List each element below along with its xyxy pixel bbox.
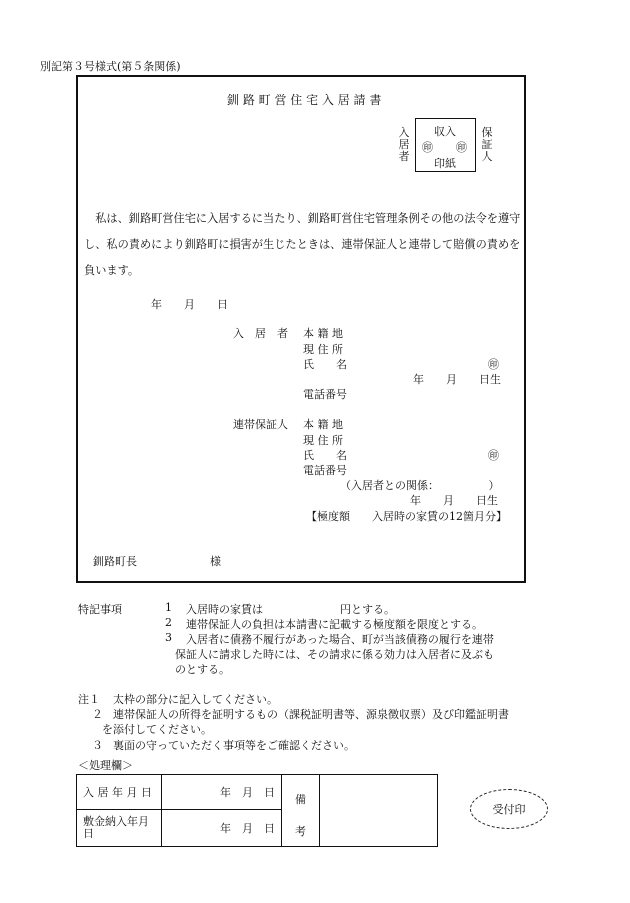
date-line: 年 月 日 [151, 298, 228, 311]
guarantor-seal: ㊞ [488, 449, 499, 462]
move-in-date-label: 入 居 年 月 日 [77, 775, 162, 810]
addressee-honorific: 様 [210, 555, 221, 568]
note-2: 連帯保証人の所得を証明するもの（課税証明書等、源泉徴収票）及び印鑑証明書 [113, 708, 509, 721]
guarantor-label: 連帯保証人 [233, 418, 288, 431]
remarks-label-cell [282, 775, 320, 847]
receipt-stamp: 受付印 [470, 789, 548, 829]
tenant-birthdate-field[interactable]: 年 月 日生 [413, 373, 501, 386]
revenue-stamp-box[interactable] [415, 118, 476, 172]
remarks-field[interactable] [320, 775, 438, 847]
note-3-num: ３ [92, 739, 103, 752]
note-2-num: ２ [92, 708, 103, 721]
note-2-cont: を添付してください。 [102, 723, 212, 736]
note-1: 太枠の部分に記入してください。 [113, 693, 278, 706]
special-item-3-cont2: のとする。 [175, 663, 230, 676]
remarks-label-top: 備 [295, 793, 306, 806]
tenant-label: 入 居 者 [233, 327, 288, 340]
guarantor-domicile-field[interactable]: 本 籍 地 [303, 418, 343, 431]
special-item-2: 連帯保証人の負担は本請書に記載する極度額を限度とする。 [186, 618, 483, 631]
pledge-text: 私は、釧路町営住宅に入居するに当たり、釧路町営住宅管理条例その他の法令を遵守し、私の責めにより釧路町に損害が生じたときは、連帯保証人と連帯して賠償の責めを負います。 [84, 212, 521, 277]
special-notes-label: 特記事項 [78, 603, 122, 616]
remarks-label-bottom: 考 [295, 825, 306, 838]
seal-mark-left: ㊞ [422, 141, 433, 154]
tenant-name-field[interactable]: 氏 名 [303, 358, 347, 371]
guarantor-vertical-label: 保証人 [481, 126, 493, 163]
guarantee-limit: 【極度額 入居時の家賃の12箇月分】 [306, 510, 507, 523]
tenant-seal: ㊞ [488, 358, 499, 371]
special-item-3: 入居者に債務不履行があった場合、町が当該債務の履行を連帯 [186, 633, 494, 646]
stamp-label-bottom: 印紙 [434, 157, 456, 170]
form-number-label: 別記第３号様式(第５条関係) [40, 60, 181, 73]
deposit-date-value[interactable]: 年 月 日 [162, 810, 282, 847]
guarantor-phone-field[interactable]: 電話番号 [303, 464, 347, 477]
form-title: 釧 路 町 営 住 宅 入 居 請 書 [227, 93, 382, 107]
tenant-domicile-field[interactable]: 本 籍 地 [303, 327, 343, 340]
guarantor-name-field[interactable]: 氏 名 [303, 449, 347, 462]
special-item-1: 入居時の家賃は 円とする。 [186, 603, 395, 616]
tenant-vertical-label: 入居者 [398, 126, 410, 163]
deposit-date-label-line2: 日 [83, 827, 94, 840]
tenant-address-field[interactable]: 現 住 所 [303, 343, 343, 356]
processing-table [76, 774, 438, 847]
tenant-phone-field[interactable]: 電話番号 [303, 388, 347, 401]
addressee: 釧路町長 [93, 555, 137, 568]
note-3: 裏面の守っていただく事項等をご確認ください。 [113, 739, 355, 752]
seal-mark-right: ㊞ [456, 141, 467, 154]
special-item-3-num: 3 [165, 631, 172, 644]
special-item-3-cont1: 保証人に請求した時には、その請求に係る効力は入居者に及ぶも [175, 648, 494, 661]
guarantor-birthdate-field[interactable]: 年 月 日生 [410, 494, 498, 507]
deposit-date-label-line1: 敷金納入年月 [83, 815, 149, 828]
stamp-label-top: 収入 [434, 125, 456, 138]
move-in-date-value[interactable]: 年 月 日 [162, 775, 282, 810]
deposit-date-label [77, 810, 162, 847]
note-1-prefix: 注１ [78, 693, 100, 706]
guarantor-relation-field[interactable]: （入居者との関係： ） [340, 479, 500, 492]
special-item-2-num: 2 [165, 616, 172, 629]
guarantor-address-field[interactable]: 現 住 所 [303, 434, 343, 447]
special-item-1-num: 1 [165, 601, 172, 614]
processing-label: ＜処理欄＞ [78, 759, 133, 772]
